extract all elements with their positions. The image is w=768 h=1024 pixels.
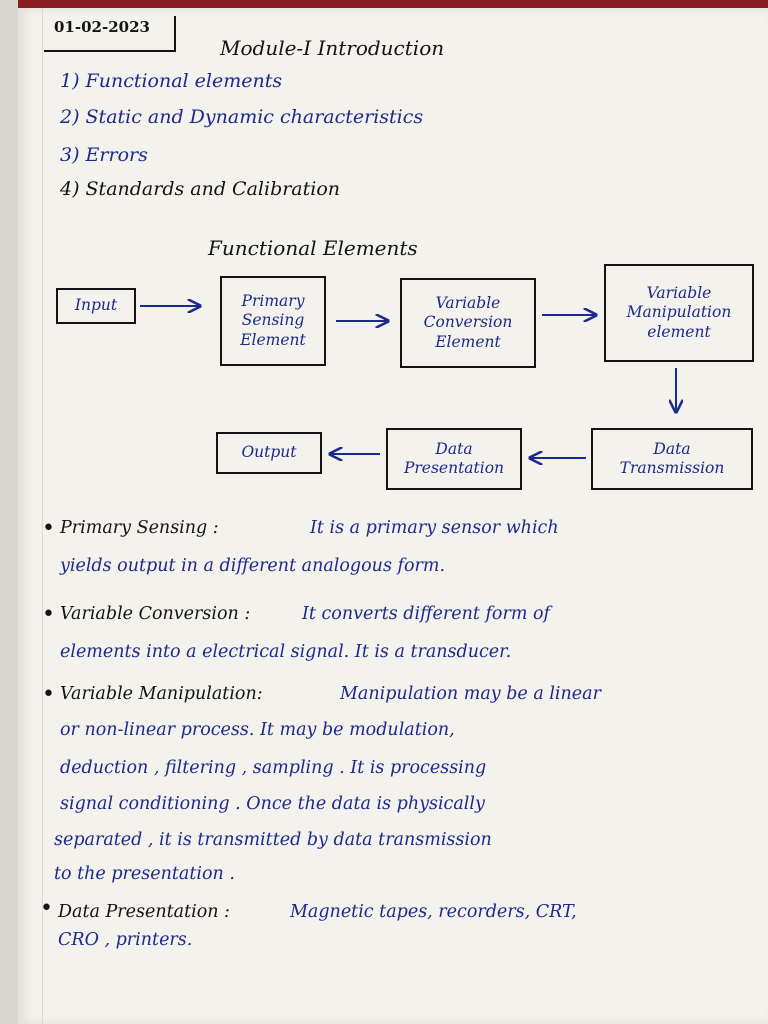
variable-conversion-text: elements into a electrical signal. It is a transducer. — [60, 642, 512, 662]
topic-item: 2) Static and Dynamic characteristics — [60, 106, 424, 128]
data-presentation-box: Data Presentation — [386, 428, 522, 490]
variable-conversion-box: Variable Conversion Element — [400, 278, 536, 368]
variable-manipulation-box: Variable Manipulation element — [604, 264, 754, 362]
data-presentation-text: Magnetic tapes, recorders, CRT, — [290, 902, 577, 922]
variable-conversion-text: It converts different form of — [302, 604, 550, 624]
primary-sensing-text: yields output in a different analogous form. — [60, 556, 446, 576]
topic-item: 1) Functional elements — [60, 70, 283, 92]
topic-item: 3) Errors — [60, 144, 148, 166]
notebook-edge — [0, 0, 18, 1024]
variable-manipulation-text: Manipulation may be a linear — [340, 684, 601, 704]
variable-manipulation-text: to the presentation . — [54, 864, 235, 884]
topic-item: 4) Standards and Calibration — [60, 178, 341, 200]
primary-sensing-box: Primary Sensing Element — [220, 276, 326, 366]
variable-manipulation-heading: Variable Manipulation: — [60, 684, 263, 704]
data-presentation-heading: Data Presentation : — [58, 902, 230, 922]
data-presentation-text: CRO , printers. — [58, 930, 193, 950]
bullet: • — [42, 516, 55, 541]
section-title: Functional Elements — [208, 236, 418, 260]
bullet: • — [40, 896, 53, 921]
data-transmission-box: Data Transmission — [591, 428, 753, 490]
input-box: Input — [56, 288, 136, 324]
primary-sensing-heading: Primary Sensing : — [60, 518, 219, 538]
page-title: Module-I Introduction — [220, 36, 445, 60]
primary-sensing-text: It is a primary sensor which — [310, 518, 559, 538]
notebook-page — [18, 8, 768, 1024]
variable-manipulation-text: signal conditioning . Once the data is physically — [60, 794, 485, 814]
output-box: Output — [216, 432, 322, 474]
variable-manipulation-text: separated , it is transmitted by data transmission — [54, 830, 492, 850]
variable-manipulation-text: deduction , filtering , sampling . It is processing — [60, 758, 487, 778]
variable-conversion-heading: Variable Conversion : — [60, 604, 251, 624]
variable-manipulation-text: or non-linear process. It may be modulation, — [60, 720, 455, 740]
date: 01-02-2023 — [54, 18, 150, 36]
bullet: • — [42, 602, 55, 627]
bullet: • — [42, 682, 55, 707]
